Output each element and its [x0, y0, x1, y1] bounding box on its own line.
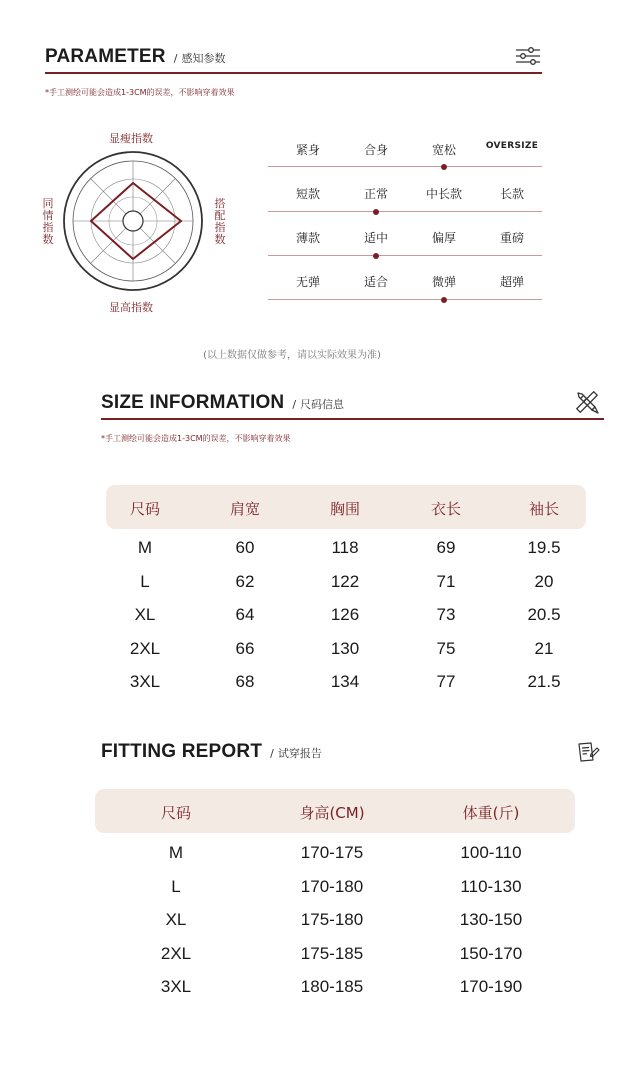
- param-option: OVERSIZE: [485, 141, 539, 151]
- parameter-rule: [45, 72, 542, 74]
- fitting-table-cell: 180-185: [300, 977, 364, 997]
- fit-dial: [62, 150, 204, 292]
- fitting-table-header-cell: 身高(CM): [299, 804, 365, 822]
- dial-right-label: 搭配指数: [214, 197, 226, 246]
- param-option: 正常: [363, 187, 388, 201]
- param-option: 超弹: [499, 275, 524, 289]
- param-option: 适中: [363, 231, 388, 245]
- size-table-cell: M: [137, 538, 153, 557]
- fitting-table-cell: 130-150: [459, 910, 523, 930]
- param-option: 无弹: [295, 275, 320, 289]
- size-table-header-cell: 肩宽: [229, 500, 260, 518]
- size-table-cell: 134: [330, 672, 360, 692]
- size-table-cell: 60: [235, 538, 255, 557]
- size-table-cell: 19.5: [527, 538, 561, 557]
- size-table-cell: 20: [534, 571, 554, 591]
- fitting-slash: /: [270, 747, 274, 760]
- size-table-cell: 126: [330, 605, 360, 625]
- param-option: 合身: [363, 143, 388, 157]
- size-table-header-cell: 袖长: [528, 500, 559, 518]
- fitting-subtitle: 试穿报告: [277, 747, 322, 760]
- fitting-table-cell: 100-110: [460, 843, 522, 862]
- parameter-disclaimer: (以上数据仅做参考，请以实际效果为准): [203, 350, 381, 361]
- fitting-title: FITTING REPORT: [101, 741, 263, 762]
- fitting-table-cell: 175-180: [300, 910, 364, 930]
- param-option: 微弹: [431, 275, 456, 289]
- param-scale-line: [268, 255, 542, 256]
- size-table-cell: 68: [235, 672, 255, 692]
- size-table-cell: 69: [436, 538, 456, 557]
- size-table-cell: 130: [330, 638, 360, 658]
- dial-bottom-label: 显高指数: [109, 301, 153, 314]
- param-selected-dot: [441, 297, 447, 303]
- param-option: 适合: [363, 275, 388, 289]
- size-table-cell: 77: [436, 672, 456, 692]
- param-selected-dot: [373, 209, 379, 215]
- size-table-cell: 64: [235, 605, 255, 625]
- size-table-cell: 20.5: [527, 605, 561, 625]
- param-option: 中长款: [425, 187, 462, 201]
- size-table-cell: 62: [235, 571, 255, 591]
- fitting-table-cell: XL: [165, 910, 187, 930]
- fitting-table-cell: L: [171, 876, 181, 896]
- param-scale-line: [268, 211, 542, 212]
- size-table-cell: 2XL: [129, 638, 161, 658]
- param-option: 宽松: [431, 143, 456, 157]
- fitting-table-cell: 3XL: [160, 977, 192, 997]
- parameter-subtitle: 感知参数: [181, 52, 226, 65]
- size-table-cell: 118: [331, 538, 359, 557]
- fitting-table-cell: M: [168, 843, 184, 862]
- fitting-table-cell: 170-190: [459, 977, 523, 997]
- size-table-header-cell: 衣长: [430, 500, 461, 518]
- param-scale-line: [268, 166, 542, 167]
- size-table-cell: 66: [235, 638, 255, 658]
- parameter-title: PARAMETER: [45, 46, 166, 67]
- size-table-cell: 21: [534, 638, 554, 658]
- size-table-header-cell: 尺码: [129, 500, 160, 518]
- fitting-table-cell: 150-170: [459, 943, 523, 963]
- fitting-table-cell: 2XL: [160, 943, 192, 963]
- param-selected-dot: [373, 253, 379, 259]
- param-option: 偏厚: [431, 231, 456, 245]
- size-table-cell: 122: [330, 571, 360, 591]
- fitting-table-header-cell: 体重(斤): [462, 804, 520, 822]
- size-rule: [101, 418, 604, 420]
- param-option: 长款: [499, 187, 524, 201]
- param-option: 紧身: [295, 143, 320, 157]
- param-selected-dot: [441, 164, 447, 170]
- ruler-pencil-icon: [574, 389, 600, 415]
- size-table-cell: 71: [436, 571, 456, 591]
- dial-left-label: 同情指数: [42, 197, 54, 246]
- fitting-table-cell: 170-180: [300, 876, 364, 896]
- size-table-cell: XL: [134, 605, 156, 625]
- size-title: SIZE INFORMATION: [101, 392, 285, 413]
- size-table-cell: 3XL: [129, 672, 161, 692]
- param-option: 薄款: [295, 231, 320, 245]
- fitting-table-cell: 170-175: [300, 843, 364, 862]
- fitting-table-cell: 110-130: [460, 876, 522, 896]
- param-scale-line: [268, 299, 542, 300]
- fitting-table-header-cell: 尺码: [160, 804, 191, 822]
- parameter-header: [45, 46, 225, 68]
- size-table-cell: 75: [436, 638, 456, 658]
- size-header: [101, 392, 344, 414]
- size-table-cell: L: [140, 571, 150, 591]
- fitting-header: [101, 741, 322, 763]
- size-table-cell: 73: [436, 605, 456, 625]
- parameter-note: *手工测绘可能会造成1-3CM的误差，不影响穿着效果: [45, 88, 235, 97]
- parameter-slash: /: [173, 52, 178, 65]
- size-slash: /: [292, 398, 297, 411]
- size-table-header-cell: 胸围: [329, 500, 360, 518]
- size-table-cell: 21.5: [527, 672, 561, 692]
- size-subtitle: 尺码信息: [300, 398, 345, 411]
- param-option: 短款: [295, 187, 320, 201]
- sliders-icon: [515, 46, 541, 66]
- notes-icon: [576, 740, 600, 764]
- size-note: *手工测绘可能会造成1-3CM的误差，不影响穿着效果: [101, 434, 291, 443]
- param-option: 重磅: [499, 231, 524, 245]
- dial-top-label: 显瘦指数: [109, 132, 153, 145]
- fitting-table-cell: 175-185: [300, 943, 364, 963]
